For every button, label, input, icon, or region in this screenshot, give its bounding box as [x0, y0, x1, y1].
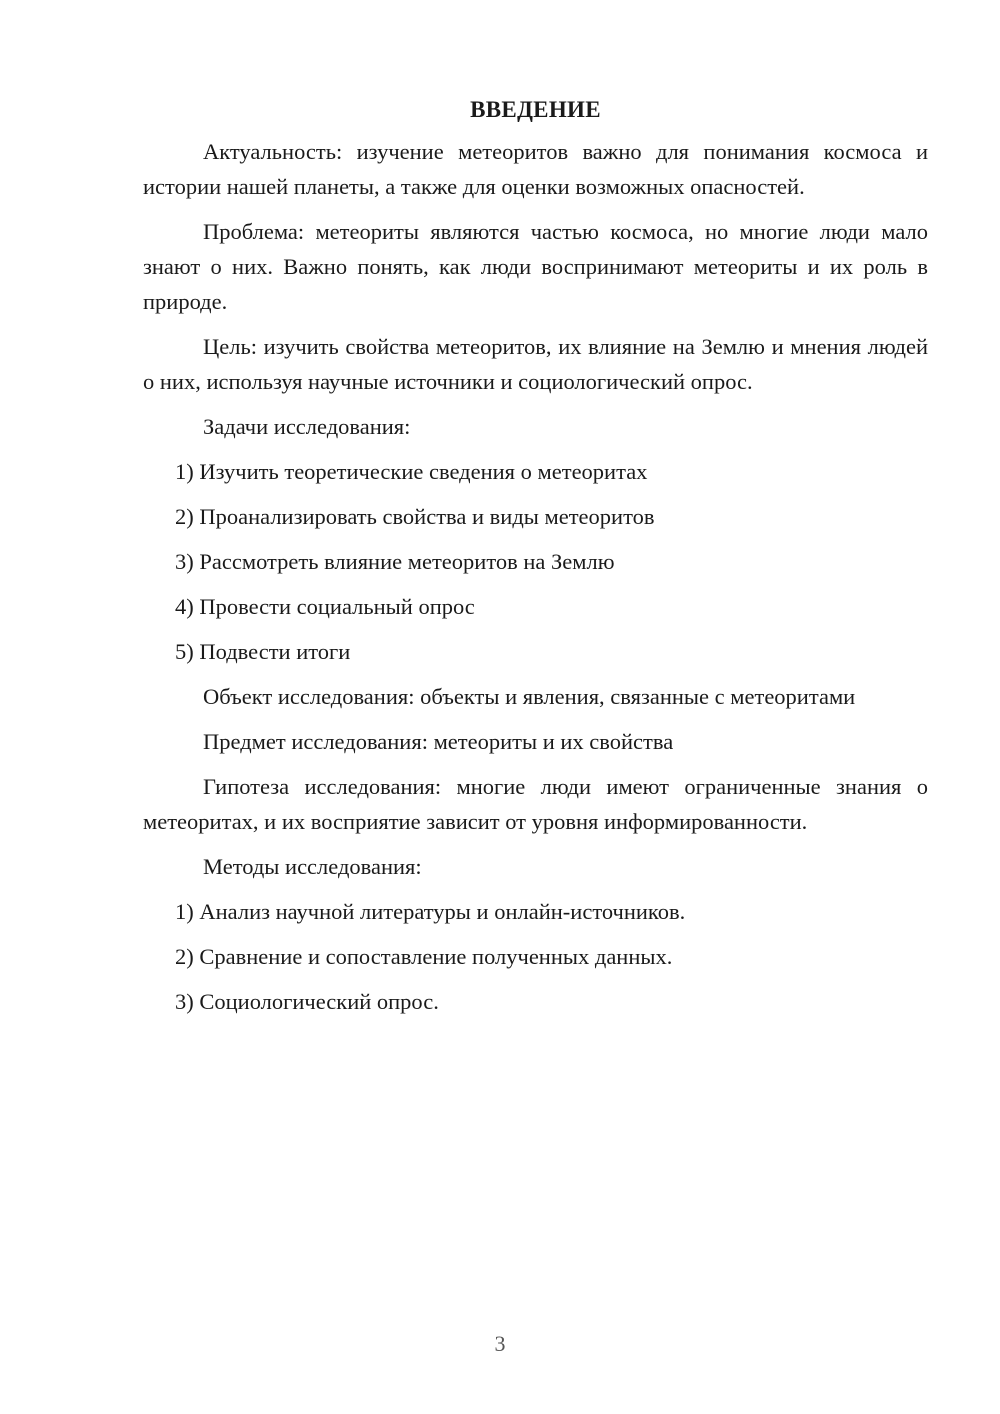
methods-list [143, 894, 928, 1019]
methods-heading: Методы исследования: [203, 854, 422, 879]
page-number: 3 [494, 1331, 506, 1356]
goal-paragraph: Цель: изучить свойства метеоритов, их влияние на Землю и мнения людей о них, используя научные источники и социологический опрос. [143, 334, 928, 394]
list-item: 3) Социологический опрос. [175, 989, 439, 1014]
list-item: 2) Проанализировать свойства и виды метеоритов [175, 504, 655, 529]
page-title: ВВЕДЕНИЕ [470, 97, 601, 122]
list-item: 3) Рассмотреть влияние метеоритов на Землю [175, 549, 615, 574]
list-item: 5) Подвести итоги [175, 639, 351, 664]
tasks-heading: Задачи исследования: [203, 414, 411, 439]
list-item: 1) Изучить теоретические сведения о метеоритах [175, 459, 648, 484]
subject-line: Предмет исследования: метеориты и их свойства [203, 729, 674, 754]
object-line: Объект исследования: объекты и явления, связанные с метеоритами [203, 684, 856, 709]
relevance-paragraph: Актуальность: изучение метеоритов важно для понимания космоса и истории нашей планеты, а также для оценки возможных опасностей. [143, 139, 928, 199]
hypothesis-paragraph: Гипотеза исследования: многие люди имеют ограниченные знания о метеоритах, и их восприятие зависит от уровня информированности. [143, 774, 928, 834]
list-item: 1) Анализ научной литературы и онлайн-источников. [175, 899, 686, 924]
document-page [143, 92, 928, 1029]
list-item: 4) Провести социальный опрос [175, 594, 475, 619]
tasks-list [143, 454, 928, 669]
list-item: 2) Сравнение и сопоставление полученных данных. [175, 944, 673, 969]
problem-paragraph: Проблема: метеориты являются частью космоса, но многие люди мало знают о них. Важно понять, как люди воспринимают метеориты и их роль в природе. [143, 219, 928, 314]
